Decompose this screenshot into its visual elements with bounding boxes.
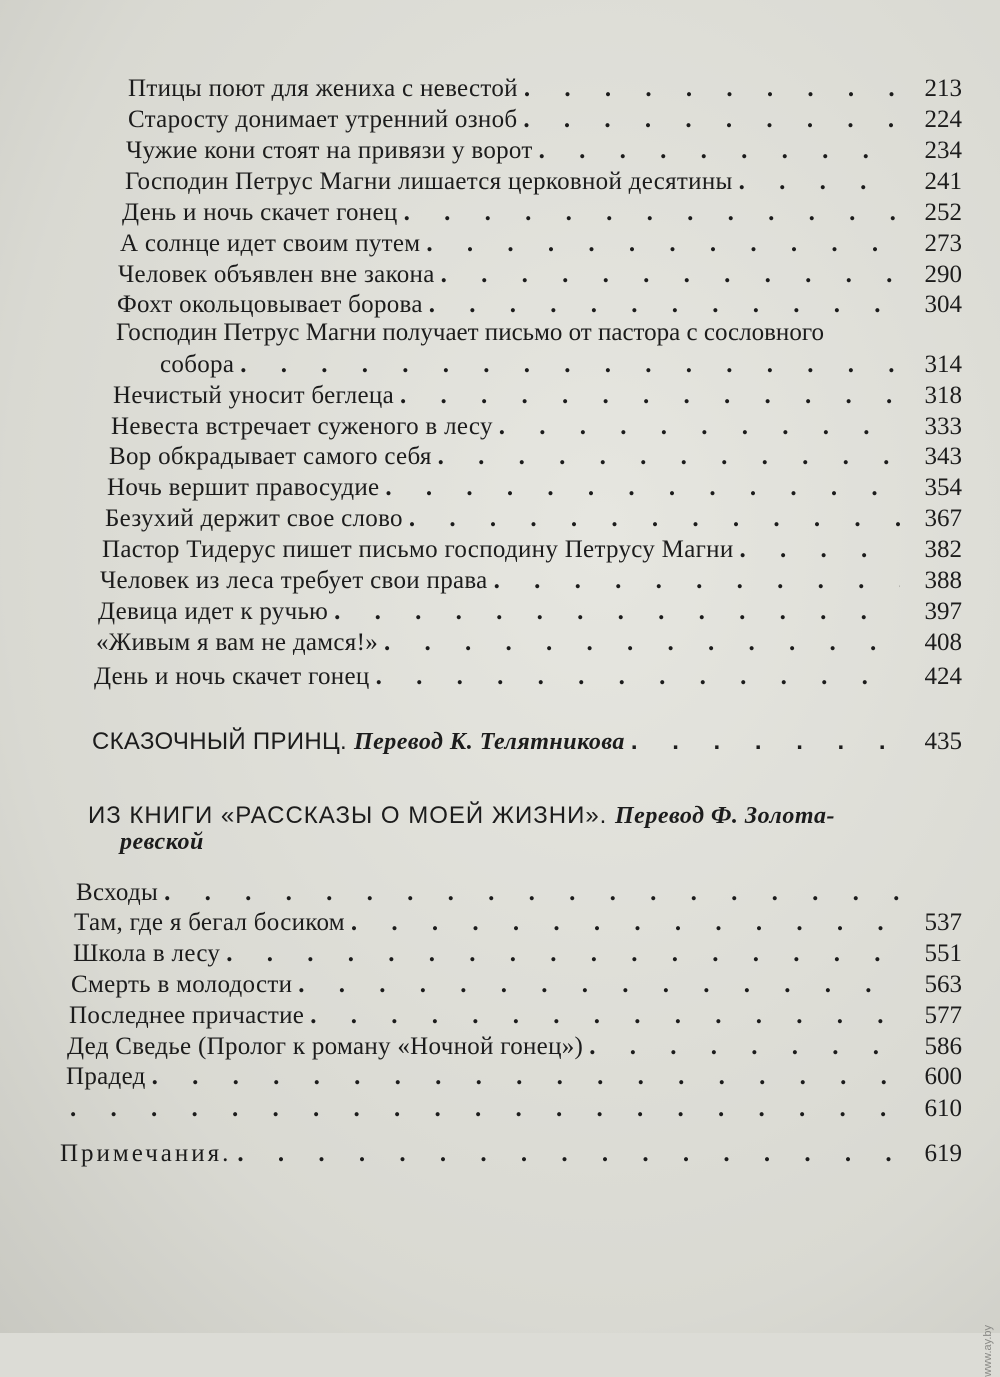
toc-entry[interactable]	[105, 504, 962, 534]
section-memoirs-continued	[120, 827, 204, 857]
entry-page: 408	[924, 629, 962, 656]
entry-page: 318	[924, 382, 962, 409]
section-title: СКАЗОЧНЫЙ ПРИНЦ.	[92, 728, 347, 755]
entry-page: 577	[924, 1002, 962, 1029]
entry-page: 586	[924, 1033, 962, 1060]
toc-entry[interactable]	[69, 1001, 962, 1031]
watermark: www.ay.by	[982, 1325, 994, 1377]
entry-title: Ночь вершит правосудие	[107, 474, 380, 501]
leader-dots	[499, 412, 900, 442]
leader-dots	[226, 939, 900, 969]
leader-dots	[539, 136, 900, 166]
leader-dots	[385, 473, 900, 503]
leader-dots	[589, 1032, 900, 1062]
leader-dots	[441, 260, 900, 290]
toc-entry[interactable]	[122, 198, 962, 228]
entry-title: Птицы поют для жениха с невестой	[128, 75, 518, 102]
entry-page: 314	[924, 351, 962, 378]
toc-entry[interactable]	[67, 1032, 962, 1062]
leader-dots	[310, 1001, 900, 1031]
notes-page: 619	[924, 1140, 962, 1167]
entry-title: Там, где я бегал босиком	[74, 909, 345, 936]
entry-title: День и ночь скачет гонец	[94, 663, 370, 690]
toc-entry[interactable]	[128, 105, 962, 135]
entry-title: Безухий держит свое слово	[105, 505, 403, 532]
entry-page: 367	[924, 505, 962, 532]
toc-entry[interactable]	[128, 74, 962, 104]
section-translator-continued: ревской	[120, 829, 204, 855]
section-title: ИЗ КНИГИ «РАССКАЗЫ О МОЕЙ ЖИЗНИ».	[88, 802, 608, 829]
leader-dots	[384, 628, 900, 658]
entry-page: 290	[924, 261, 962, 288]
entry-page: 537	[924, 909, 962, 936]
leader-dots	[739, 167, 900, 197]
toc-entry[interactable]	[111, 412, 962, 442]
section-prince[interactable]	[92, 727, 962, 757]
entry-title: Человек из леса требует свои права	[100, 567, 488, 594]
entry-page: 600	[924, 1063, 962, 1090]
entry-page: 382	[924, 536, 962, 563]
toc-entry-notes[interactable]	[60, 1139, 962, 1169]
toc-entry-multiline-first[interactable]: Господин Петрус Магни получает письмо от пастора с сословного	[116, 319, 824, 346]
entry-page: 343	[924, 443, 962, 470]
entry-title: Прадед	[66, 1063, 146, 1090]
section-translator: Перевод Ф. Золота-	[615, 803, 835, 829]
entry-title: Пастор Тидерус пишет письмо господину Петрусу Магни	[102, 536, 734, 563]
entry-page: 388	[924, 567, 962, 594]
toc-entry[interactable]	[94, 662, 962, 692]
entry-page: 563	[924, 971, 962, 998]
entry-title: А солнце идет своим путем	[120, 230, 421, 257]
leader-dots	[740, 535, 901, 565]
entry-page: 354	[924, 474, 962, 501]
section-translator: Перевод К. Телятникова	[353, 729, 625, 755]
leader-dots	[376, 662, 900, 692]
entry-title: Фохт окольцовывает борова	[117, 291, 423, 318]
entry-page: 234	[924, 137, 962, 164]
toc-entry[interactable]	[100, 566, 962, 596]
section-heading	[92, 727, 625, 757]
entry-page: 252	[924, 199, 962, 226]
leader-dots	[524, 74, 900, 104]
toc-entry[interactable]	[117, 290, 962, 320]
entry-page: 273	[924, 230, 962, 257]
entry-title: Чужие кони стоят на привязи у ворот	[126, 137, 533, 164]
entry-page: 333	[924, 413, 962, 440]
entry-title: Девица идет к ручью	[98, 598, 329, 625]
toc-entry[interactable]	[113, 381, 962, 411]
entry-title: Последнее причастие	[69, 1002, 305, 1029]
leader-dots	[404, 198, 900, 228]
leader-dots	[351, 908, 900, 938]
toc-entry[interactable]	[73, 939, 962, 969]
leader-dots	[409, 504, 900, 534]
entry-title: Смерть в молодости	[71, 971, 293, 998]
entry-title: Господин Петрус Магни лишается церковной десятины	[125, 168, 733, 195]
toc-entry[interactable]	[76, 878, 962, 908]
toc-entry[interactable]	[71, 970, 962, 1000]
entry-title: Старосту донимает утренний озноб	[128, 106, 518, 133]
entry-title-continued: собора	[160, 351, 235, 378]
toc-entry[interactable]	[64, 1094, 962, 1124]
toc-entry[interactable]	[125, 167, 962, 197]
entry-page: 224	[924, 106, 962, 133]
leader-dots	[164, 878, 900, 908]
leader-dots	[70, 1094, 900, 1124]
entry-page: 610	[924, 1095, 962, 1122]
toc-entry[interactable]	[120, 229, 962, 259]
leader-dots	[334, 597, 900, 627]
entry-title: Всходы	[76, 879, 159, 906]
leader-dots	[237, 1139, 900, 1169]
leader-dots	[298, 970, 900, 1000]
entry-page: 213	[924, 75, 962, 102]
entry-title: Школа в лесу	[73, 940, 221, 967]
entry-page: 304	[924, 291, 962, 318]
toc-entry[interactable]	[118, 260, 962, 290]
toc-entry[interactable]	[102, 535, 962, 565]
section-page: 435	[924, 728, 962, 755]
entry-page: 551	[924, 940, 962, 967]
leader-dots	[426, 229, 900, 259]
entry-page: 241	[924, 168, 962, 195]
leader-dots	[400, 381, 900, 411]
leader-dots	[494, 566, 900, 596]
entry-page: 424	[924, 663, 962, 690]
leader-dots	[240, 350, 900, 380]
leader-dots	[152, 1062, 900, 1092]
toc-entry[interactable]	[109, 442, 962, 472]
entry-title: Дед Сведье (Пролог к роману «Ночной гонец»)	[67, 1033, 584, 1060]
toc-entry-multiline[interactable]	[160, 350, 962, 380]
entry-title: Нечистый уносит беглеца	[113, 382, 394, 409]
toc-entry[interactable]	[74, 908, 962, 938]
entry-title: День и ночь скачет гонец	[122, 199, 398, 226]
toc-entry[interactable]	[98, 597, 962, 627]
leader-dots	[523, 105, 900, 135]
leader-dots	[631, 727, 900, 757]
leader-dots	[429, 290, 900, 320]
notes-title: Примечания.	[60, 1140, 232, 1167]
toc-entry[interactable]	[66, 1062, 962, 1092]
leader-dots	[438, 442, 900, 472]
entry-page: 397	[924, 598, 962, 625]
entry-title: Невеста встречает суженого в лесу	[111, 413, 493, 440]
entry-title: Вор обкрадывает самого себя	[109, 443, 432, 470]
toc-entry[interactable]	[126, 136, 962, 166]
toc-entry[interactable]	[96, 628, 962, 658]
entry-title: «Живым я вам не дамся!»	[96, 629, 379, 656]
entry-title: Человек объявлен вне закона	[118, 261, 435, 288]
toc-entry[interactable]	[107, 473, 962, 503]
